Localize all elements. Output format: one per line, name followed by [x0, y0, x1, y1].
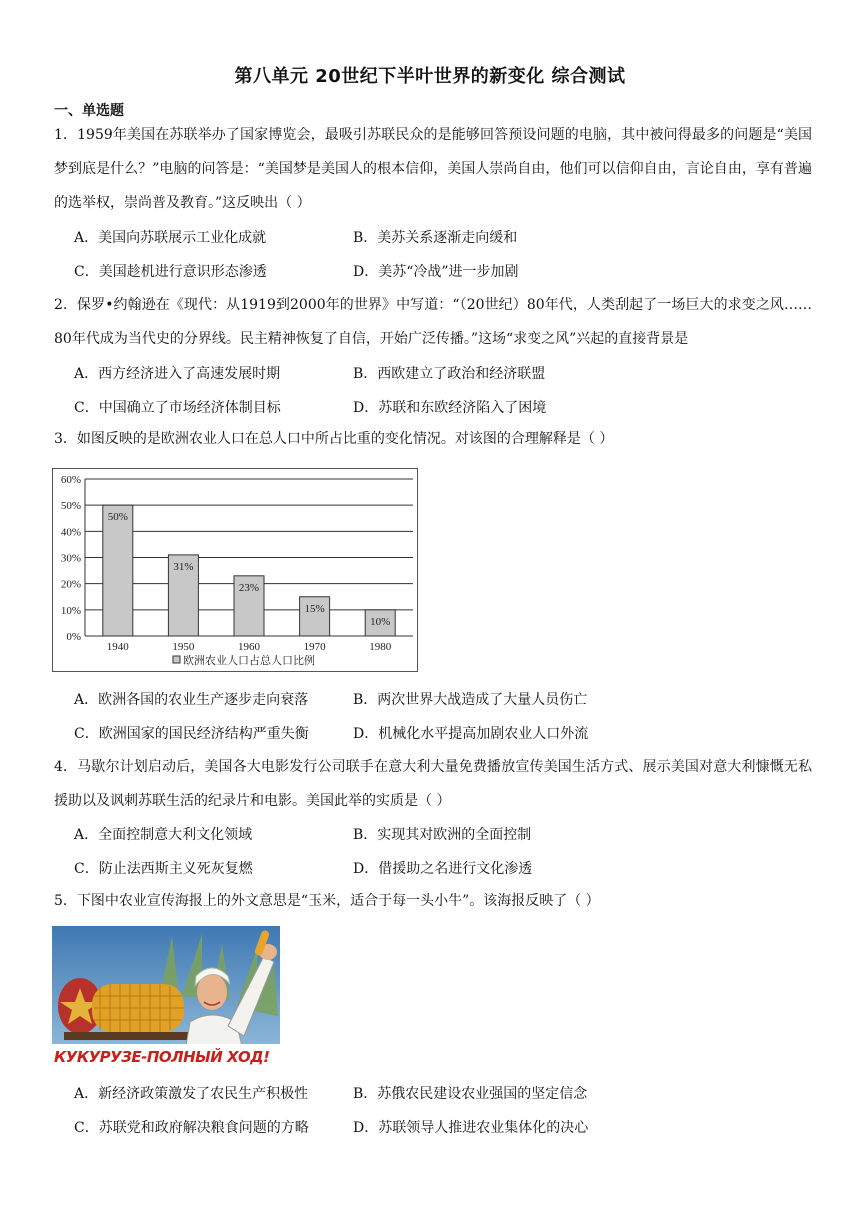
question-2-option-c[interactable]: C．中国确立了市场经济体制目标 — [74, 400, 281, 416]
chart-legend-label: 欧洲农业人口占总人口比例 — [183, 654, 315, 667]
chart-data-label: 50% — [107, 511, 128, 524]
question-1-option-b[interactable]: B．美苏关系逐渐走向缓和 — [353, 230, 518, 246]
chart-data-label: 10% — [370, 615, 391, 628]
chart-y-tick-label: 60% — [60, 474, 81, 486]
question-3-option-c[interactable]: C．欧洲国家的国民经济结构严重失衡 — [74, 726, 309, 742]
chart-legend-swatch — [173, 656, 180, 663]
question-2-option-b[interactable]: B．西欧建立了政治和经济联盟 — [353, 366, 546, 382]
chart-y-tick-label: 10% — [60, 604, 81, 617]
chart-data-label: 23% — [238, 581, 260, 594]
question-4-option-d[interactable]: D．借援助之名进行文化渗透 — [353, 861, 533, 877]
question-3-option-a[interactable]: A．欧洲各国的农业生产逐步走向衰落 — [74, 692, 309, 708]
question-4-option-a[interactable]: A．全面控制意大利文化领域 — [74, 827, 253, 843]
question-5-stem: 5．下图中农业宣传海报上的外文意思是“玉米，适合于每一头小牛”。该海报反映了（ ） — [54, 893, 600, 909]
question-3-stem: 3．如图反映的是欧洲农业人口在总人口中所占比重的变化情况。对该图的合理解释是（ ） — [54, 431, 614, 447]
chart-data-label: 31% — [173, 560, 194, 573]
poster-slogan: КУКУРУЗЕ-ПОЛНЫЙ ХОД! — [54, 1048, 270, 1066]
chart-x-tick-label: 1960 — [238, 641, 260, 653]
chart-bar — [103, 505, 133, 636]
agri-population-bar-chart — [52, 468, 418, 672]
question-4-option-b[interactable]: B．实现其对欧洲的全面控制 — [353, 827, 532, 843]
chart-x-tick-label: 1970 — [303, 641, 326, 653]
question-4-option-c[interactable]: C．防止法西斯主义死灰复燃 — [74, 861, 253, 877]
chart-y-tick-label: 40% — [60, 526, 81, 539]
question-2-option-d[interactable]: D．苏联和东欧经济陷入了困境 — [353, 400, 547, 416]
question-5-option-a[interactable]: A．新经济政策激发了农民生产积极性 — [74, 1086, 309, 1102]
page-title: 第八单元 20世纪下半叶世界的新变化 综合测试 — [234, 66, 626, 87]
chart-x-tick-label: 1980 — [369, 641, 392, 653]
chart-canvas — [53, 469, 417, 671]
question-3-option-b[interactable]: B．两次世界大战造成了大量人员伤亡 — [353, 692, 588, 708]
question-1-option-a[interactable]: A．美国向苏联展示工业化成就 — [74, 230, 267, 246]
question-5-option-c[interactable]: C．苏联党和政府解决粮食问题的方略 — [74, 1120, 309, 1136]
question-1-stem: 1．1959年美国在苏联举办了国家博览会，最吸引苏联民众的是能够回答预设问题的电脑，其中被问得最多的问题是“美国梦到底是什么？”电脑的问答是：“美国梦是美国人的根本信仰，美国人崇尚自由，他们可以信仰自由，言论自由，享有普遍的选举权，崇尚普及教育。”这反映出（ ） — [54, 127, 812, 211]
question-2-stem: 2．保罗•约翰逊在《现代：从1919到2000年的世界》中写道：“（20世纪）80年代，人类刮起了一场巨大的求变之风……80年代成为当代史的分界线。民主精神恢复了自信，开始广泛传播。”这场“求变之风”兴起的直接背景是 — [54, 297, 812, 347]
question-2-option-a[interactable]: A．西方经济进入了高速发展时期 — [74, 366, 281, 382]
section-heading: 一、单选题 — [54, 103, 124, 119]
question-4-stem: 4．马歇尔计划启动后，美国各大电影发行公司联手在意大利大量免费播放宣传美国生活方式、展示美国对意大利慷慨无私援助以及讽刺苏联生活的纪录片和电影。美国此举的实质是（ ） — [54, 759, 812, 809]
chart-y-tick-label: 50% — [60, 500, 81, 513]
chart-y-tick-label: 20% — [60, 578, 81, 591]
corn-propaganda-poster — [52, 926, 280, 1070]
chart-x-tick-label: 1940 — [106, 641, 129, 653]
chart-y-tick-label: 30% — [60, 552, 81, 565]
question-1-option-d[interactable]: D．美苏“冷战”进一步加剧 — [353, 264, 519, 280]
question-5-option-d[interactable]: D．苏联领导人推进农业集体化的决心 — [353, 1120, 589, 1136]
chart-x-tick-label: 1950 — [172, 641, 195, 653]
chart-data-label: 15% — [304, 602, 325, 615]
question-1-option-c[interactable]: C．美国趁机进行意识形态渗透 — [74, 264, 267, 280]
question-5-option-b[interactable]: B．苏俄农民建设农业强国的坚定信念 — [353, 1086, 588, 1102]
question-3-option-d[interactable]: D．机械化水平提高加剧农业人口外流 — [353, 726, 589, 742]
chart-y-tick-label: 0% — [66, 631, 81, 643]
